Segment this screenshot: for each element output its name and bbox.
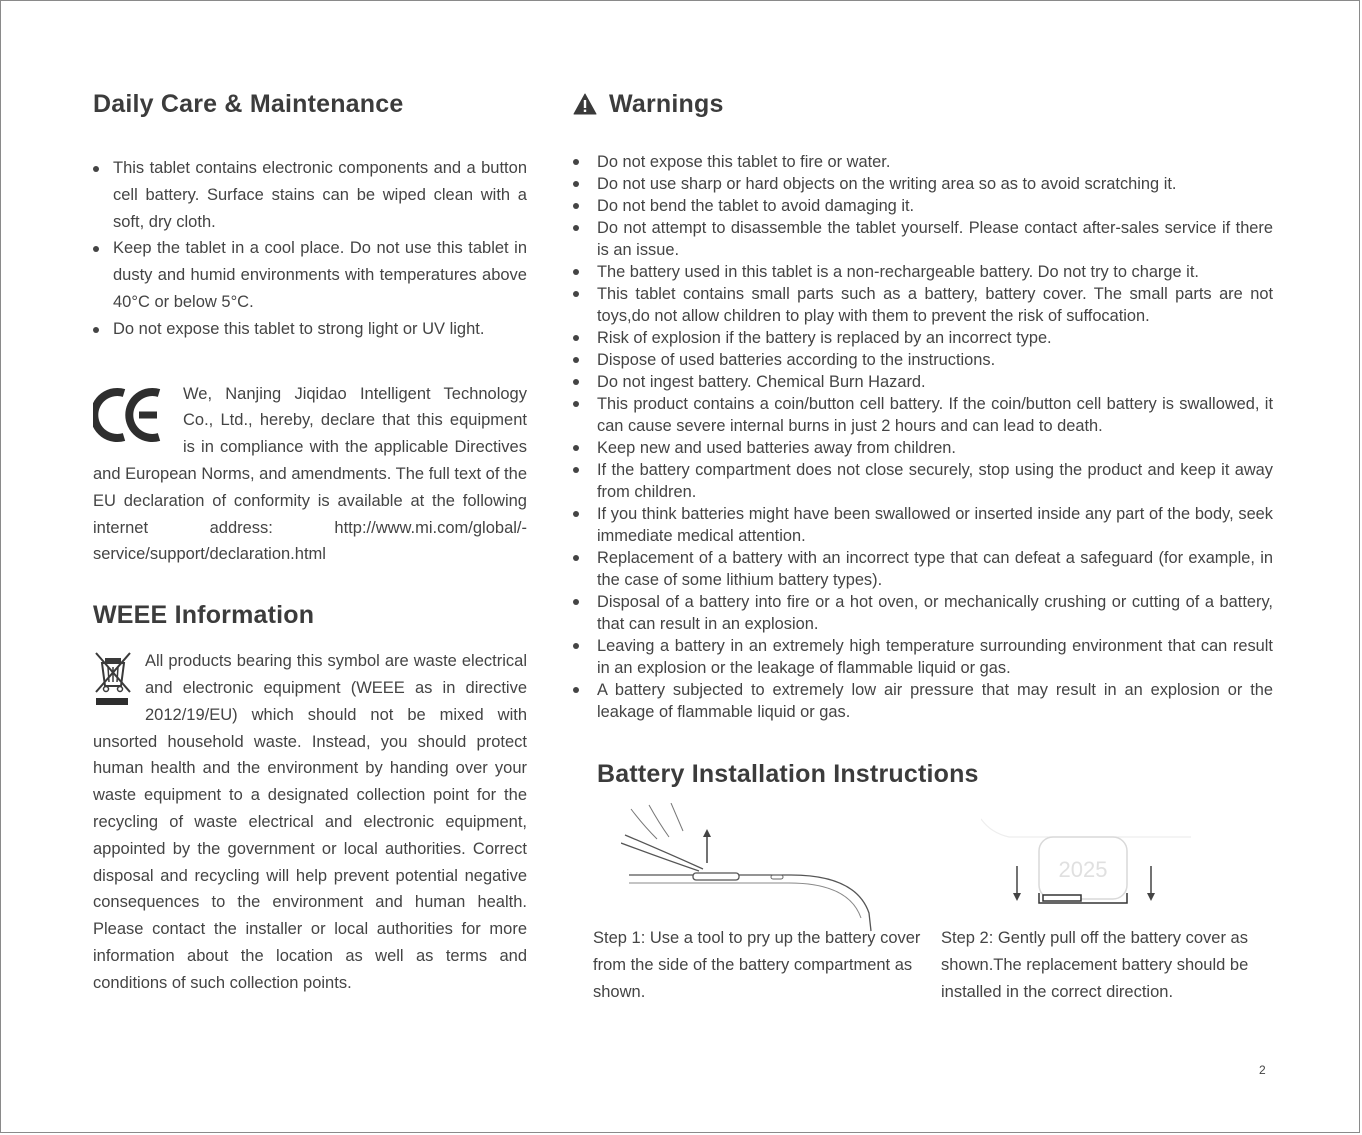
battery-label: 2025 — [1058, 857, 1108, 882]
list-item: Keep the tablet in a cool place. Do not use this tablet in dusty and humid environments with temperatures above 40°C or below 5°C. — [93, 235, 527, 315]
list-item: Do not ingest battery. Chemical Burn Hazard. — [571, 371, 1273, 393]
list-item: Do not bend the tablet to avoid damaging it. — [571, 195, 1273, 217]
weee-info — [93, 648, 527, 996]
weee-title: WEEE Information — [93, 601, 315, 630]
list-item: Do not use sharp or hard objects on the writing area so as to avoid scratching it. — [571, 173, 1273, 195]
list-item: If you think batteries might have been swallowed or inserted inside any part of the body, seek immediate medical attention. — [571, 503, 1273, 547]
crossed-bin-icon — [93, 650, 133, 708]
step-2-text: Step 2: Gently pull off the battery cover as shown.The replacement battery should be installed in the correct direction. — [941, 929, 1249, 1001]
list-item: Do not attempt to disassemble the tablet yourself. Please contact after-sales service if there is an issue. — [571, 217, 1273, 261]
list-item: Risk of explosion if the battery is replaced by an incorrect type. — [571, 327, 1273, 349]
list-item: Dispose of used batteries according to the instructions. — [571, 349, 1273, 371]
step-1-text: Step 1: Use a tool to pry up the battery cover from the side of the battery compartment as shown. — [593, 929, 921, 1001]
list-item: Replacement of a battery with an incorrect type that can defeat a safeguard (for example, in the case of some lithium battery types). — [571, 547, 1273, 591]
ce-declaration-text: We, Nanjing Jiqidao Intelligent Technology Co., Ltd., hereby, declare that this equipment is in compliance with the applicable Directives and European Norms, and amendments. The full text of the EU declaration of conformity is available at the following internet address: http://www.mi.com/global/-service/support/declaration.html — [93, 384, 527, 564]
ce-mark-icon — [93, 385, 163, 445]
battery-instructions-title: Battery Installation Instructions — [597, 760, 979, 788]
list-item: This tablet contains electronic components and a button cell battery. Surface stains can be wiped clean with a soft, dry cloth. — [93, 155, 527, 235]
list-item: Do not expose this tablet to strong light or UV light. — [93, 316, 527, 343]
left-column — [93, 87, 527, 997]
list-item: Disposal of a battery into fire or a hot oven, or mechanically crushing or cutting of a battery, that can result in an explosion. — [571, 591, 1273, 635]
battery-steps — [571, 791, 1273, 1031]
page-number: 2 — [1259, 1063, 1266, 1077]
list-item: Keep new and used batteries away from children. — [571, 437, 1273, 459]
warnings-header — [571, 87, 1273, 121]
daily-care-title: Daily Care & Maintenance — [93, 90, 404, 118]
list-item: Leaving a battery in an extremely high temperature surrounding environment that can result in an explosion or the leakage of flammable liquid or gas. — [571, 635, 1273, 679]
list-item: Do not expose this tablet to fire or water. — [571, 151, 1273, 173]
warnings-list — [571, 151, 1273, 723]
warning-triangle-icon — [573, 92, 597, 116]
right-column — [571, 87, 1273, 1031]
warnings-title: Warnings — [609, 90, 724, 118]
weee-text: All products bearing this symbol are waste electrical and electronic equipment (WEEE as in directive 2012/19/EU) which should not be mixed with unsorted household waste. Instead, you should protect human health and the environment by handing over your waste equipment to a designated collection point for the recycling of waste electrical and electronic equipment, appointed by the government or local authorities. Correct disposal and recycling will help prevent potential negative consequences to the environment and human health. Please contact the installer or local authorities for more information about the location as well as terms and conditions of such collection points. — [93, 652, 527, 992]
ce-declaration — [93, 381, 527, 569]
list-item: A battery subjected to extremely low air pressure that may result in an explosion or the leakage of flammable liquid or gas. — [571, 679, 1273, 723]
list-item: This tablet contains small parts such as a battery, battery cover. The small parts are not toys,do not allow children to play with them to prevent the risk of suffocation. — [571, 283, 1273, 327]
list-item: The battery used in this tablet is a non-rechargeable battery. Do not try to charge it. — [571, 261, 1273, 283]
pull-cover-illustration — [981, 811, 1211, 931]
list-item: If the battery compartment does not close securely, stop using the product and keep it away from children. — [571, 459, 1273, 503]
daily-care-list — [93, 155, 527, 343]
pry-cover-illustration — [621, 803, 881, 933]
list-item: This product contains a coin/button cell battery. If the coin/button cell battery is swallowed, it can cause severe internal burns in just 2 hours and can lead to death. — [571, 393, 1273, 437]
